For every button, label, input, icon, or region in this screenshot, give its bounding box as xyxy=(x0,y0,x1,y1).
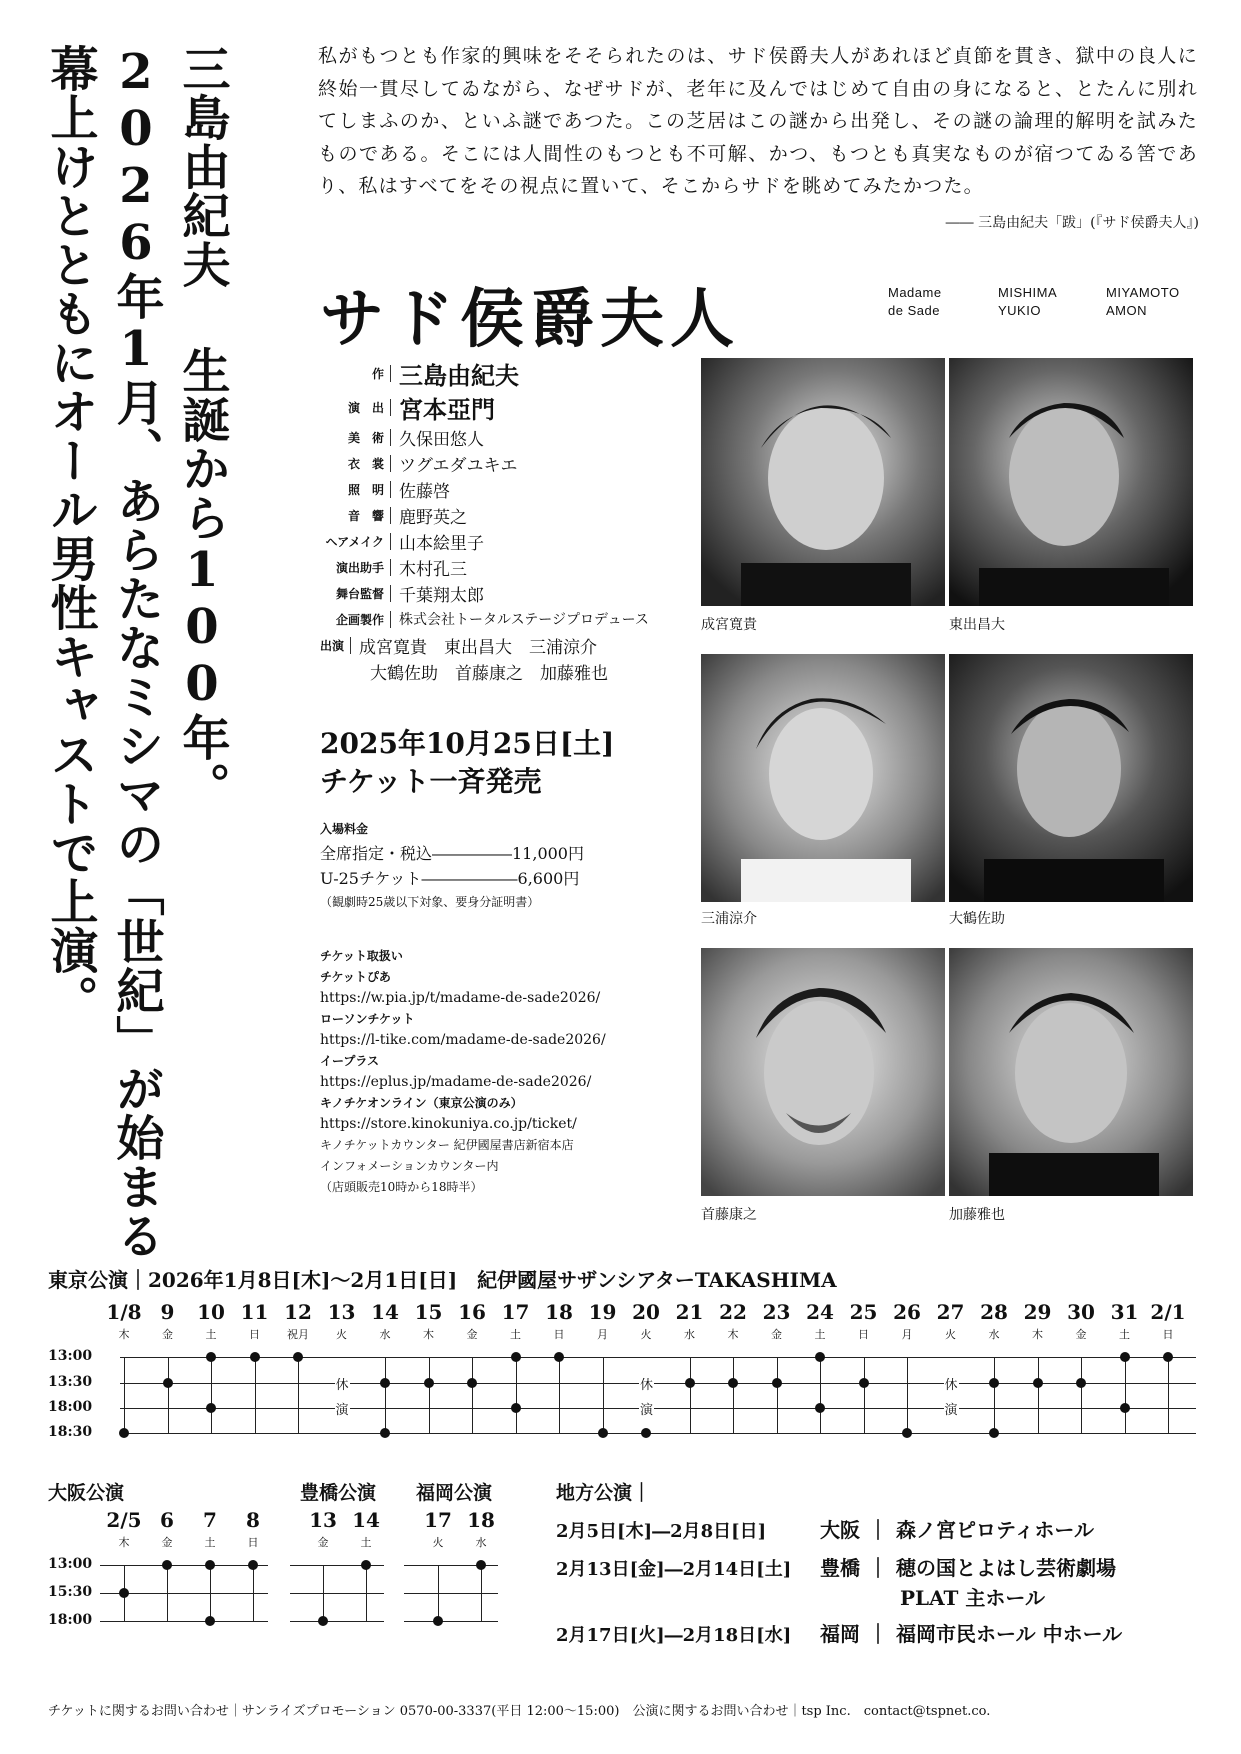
osaka-label: 大阪公演 xyxy=(48,1482,125,1504)
ticket-counter: インフォメーションカウンター内 xyxy=(320,1159,499,1173)
performance-dot xyxy=(205,1616,215,1626)
day-of-week: 木 xyxy=(423,1328,434,1341)
price-row-2: U-25チケット――――――6,600円 xyxy=(320,869,580,888)
day-column-line xyxy=(438,1565,439,1621)
day-number: 16 xyxy=(458,1300,486,1324)
day-number: 12 xyxy=(284,1300,312,1324)
regional-venue: 穂の国とよはし芸術劇場 xyxy=(896,1556,1116,1580)
ticket-label: チケット取扱い xyxy=(320,949,403,963)
day-column-line xyxy=(559,1357,560,1433)
photo-caption: 東出昌大 xyxy=(949,617,1005,633)
performance-dot xyxy=(248,1560,258,1570)
headline-col-3: 幕上けとともにオール男性キャストで上演。 xyxy=(42,44,98,1024)
day-column-line xyxy=(429,1357,430,1433)
quote-source: ―― 三島由紀夫「跋」(『サド侯爵夫人』) xyxy=(945,215,1199,231)
performance-dot xyxy=(815,1352,825,1362)
day-number: 6 xyxy=(160,1508,174,1532)
regional-row: 2月17日[火]―2月18日[水] 福岡 ｜ 福岡市民ホール 中ホール xyxy=(556,1622,1123,1646)
time-row-line xyxy=(120,1357,1196,1358)
day-column-line xyxy=(603,1357,604,1433)
credits xyxy=(320,356,649,684)
title-en-miyamoto xyxy=(1106,284,1180,320)
en-yukio: YUKIO xyxy=(998,303,1041,318)
sale-label: チケット一斉発売 xyxy=(320,765,542,798)
day-column-line xyxy=(211,1357,212,1433)
day-of-week: 土 xyxy=(204,1536,216,1549)
time-label: 18:00 xyxy=(48,1612,93,1628)
regional-row: 2月5日[木]―2月8日[日] 大阪 ｜ 森ノ宮ピロティホール xyxy=(556,1518,1094,1542)
credit-role: 照 明 xyxy=(320,481,391,498)
play-title: サド侯爵夫人 xyxy=(320,282,740,357)
day-of-week: 金 xyxy=(466,1328,478,1341)
off-day-mark: 休 xyxy=(335,1374,350,1393)
time-row-line xyxy=(290,1593,384,1594)
day-number: 30 xyxy=(1067,1300,1095,1324)
ticket-block xyxy=(320,946,606,1198)
credit-role: 美 術 xyxy=(320,429,391,446)
performance-dot xyxy=(293,1352,303,1362)
day-of-week: 土 xyxy=(360,1536,372,1549)
day-number: 29 xyxy=(1023,1300,1052,1324)
day-of-week: 金 xyxy=(161,1536,173,1549)
credit-value: 山本絵里子 xyxy=(399,533,484,554)
day-number: 19 xyxy=(588,1300,617,1324)
photo-caption: 三浦涼介 xyxy=(701,911,757,927)
regional-date: 2月17日[火]―2月18日[水] xyxy=(556,1625,792,1646)
time-row-line xyxy=(120,1433,1196,1434)
day-number: 7 xyxy=(203,1508,217,1532)
day-column-line xyxy=(1081,1357,1082,1433)
regional-city: 福岡 xyxy=(820,1622,860,1646)
day-number: 13 xyxy=(327,1300,356,1324)
time-label: 18:30 xyxy=(48,1424,93,1440)
day-number: 2/5 xyxy=(106,1508,142,1532)
day-of-week: 土 xyxy=(205,1328,217,1341)
day-number: 17 xyxy=(424,1508,452,1532)
credit-row xyxy=(320,606,649,632)
regional-venue: 森ノ宮ピロティホール xyxy=(896,1518,1094,1542)
regional-venue: 福岡市民ホール 中ホール xyxy=(896,1622,1123,1646)
performance-dot xyxy=(318,1616,328,1626)
day-column-line xyxy=(472,1357,473,1433)
day-of-week: 水 xyxy=(988,1328,1000,1341)
ticket-vendor: キノチケオンライン（東京公演のみ） xyxy=(320,1096,523,1110)
day-number: 20 xyxy=(632,1300,660,1324)
day-number: 27 xyxy=(936,1300,965,1324)
day-number: 9 xyxy=(160,1300,175,1324)
regional-venue-line-2: PLAT 主ホール xyxy=(900,1586,1045,1610)
day-of-week: 月 xyxy=(901,1328,913,1341)
footer-contact: チケットに関するお問い合わせ｜サンライズプロモーション 0570-00-3337(平日 12:00～15:00) 公演に関するお問い合わせ｜tsp Inc. contact@tspnet.co. xyxy=(48,1704,991,1719)
credit-row xyxy=(320,390,649,424)
performance-dot xyxy=(119,1428,129,1438)
regional-row: 2月13日[金]―2月14日[土] 豊橋 ｜ 穂の国とよはし芸術劇場 xyxy=(556,1556,1116,1580)
photo-caption: 大鶴佐助 xyxy=(949,911,1005,927)
credit-row xyxy=(320,528,649,554)
performance-dot xyxy=(163,1378,173,1388)
day-column-line xyxy=(481,1565,482,1621)
performance-dot xyxy=(1163,1352,1173,1362)
title-en-mishima xyxy=(998,284,1057,320)
photo-caption: 首藤康之 xyxy=(701,1207,757,1223)
credit-role: ヘアメイク xyxy=(320,533,391,550)
performance-dot xyxy=(859,1378,869,1388)
day-of-week: 木 xyxy=(118,1328,130,1341)
day-number: 10 xyxy=(197,1300,225,1324)
ticket-url[interactable]: https://eplus.jp/madame-de-sade2026/ xyxy=(320,1074,592,1090)
credit-value: 木村孔三 xyxy=(399,559,467,580)
off-day-mark: 演 xyxy=(944,1399,959,1418)
portrait-photo xyxy=(701,948,945,1196)
credit-role: 演 出 xyxy=(320,399,391,416)
performance-dot xyxy=(598,1428,608,1438)
performance-dot xyxy=(989,1378,999,1388)
credit-value: 久保田悠人 xyxy=(399,429,484,450)
day-column-line xyxy=(1125,1357,1126,1433)
day-of-week: 月 xyxy=(597,1328,608,1341)
regional-city: 大阪 xyxy=(820,1518,860,1542)
performance-dot xyxy=(772,1378,782,1388)
day-of-week: 金 xyxy=(1075,1328,1087,1341)
day-column-line xyxy=(820,1357,821,1433)
price-block xyxy=(320,820,584,910)
day-number: 14 xyxy=(371,1300,399,1324)
performance-dot xyxy=(206,1403,216,1413)
credit-role: 音 響 xyxy=(320,507,391,524)
day-number: 22 xyxy=(719,1300,747,1324)
performance-dot xyxy=(989,1428,999,1438)
day-column-line xyxy=(298,1357,299,1433)
ticket-counter: （店頭販売10時から18時半） xyxy=(320,1180,483,1194)
en-de-sade: de Sade xyxy=(888,303,940,318)
day-number: 31 xyxy=(1110,1300,1139,1324)
en-mishima: MISHIMA xyxy=(998,285,1058,300)
time-row-line xyxy=(100,1621,268,1622)
day-of-week: 水 xyxy=(379,1328,391,1341)
day-of-week: 土 xyxy=(814,1328,826,1341)
day-of-week: 祝月 xyxy=(287,1328,309,1341)
day-column-line xyxy=(907,1357,908,1433)
headline-col-2: 2026年1月、あらたなミシマの「世紀」が始まる xyxy=(108,44,164,1260)
credit-value: 千葉翔太郎 xyxy=(399,585,484,606)
credit-role: 舞台監督 xyxy=(320,585,391,602)
credit-value: 三島由紀夫 xyxy=(399,360,519,390)
cast-line-1: 成宮寛貴 東出昌大 三浦涼介 xyxy=(359,637,598,658)
performance-dot xyxy=(467,1378,477,1388)
sale-date: 2025年10月25日[土] xyxy=(320,727,615,760)
day-of-week: 土 xyxy=(510,1328,521,1341)
day-number: 15 xyxy=(414,1300,443,1324)
credit-row xyxy=(320,580,649,606)
day-number: 23 xyxy=(762,1300,791,1324)
en-miyamoto: MIYAMOTO xyxy=(1106,285,1180,300)
day-of-week: 水 xyxy=(475,1536,487,1549)
performance-dot xyxy=(380,1428,390,1438)
credit-row xyxy=(320,356,649,390)
en-amon: AMON xyxy=(1106,303,1147,318)
credit-value: ツグエダユキエ xyxy=(399,455,518,476)
day-of-week: 火 xyxy=(640,1328,652,1341)
ticket-url[interactable]: https://l-tike.com/madame-de-sade2026/ xyxy=(320,1032,606,1048)
day-number: 18 xyxy=(545,1300,573,1324)
ticket-vendor: チケットぴあ xyxy=(320,970,391,984)
performance-dot xyxy=(641,1428,651,1438)
off-day-mark: 休 xyxy=(639,1374,654,1393)
price-row-1: 全席指定・税込―――――11,000円 xyxy=(320,844,584,863)
en-madame: Madame xyxy=(888,285,942,300)
headline-col-1: 三島由紀夫 生誕から100年。 xyxy=(174,44,230,811)
fukuoka-label: 福岡公演 xyxy=(416,1482,493,1504)
day-column-line xyxy=(864,1357,865,1433)
day-number: 17 xyxy=(501,1300,530,1324)
performance-dot xyxy=(361,1560,371,1570)
performance-dot xyxy=(433,1616,443,1626)
time-row-line xyxy=(290,1621,384,1622)
day-of-week: 水 xyxy=(684,1328,695,1341)
performance-dot xyxy=(1120,1403,1130,1413)
day-column-line xyxy=(366,1565,367,1621)
day-column-line xyxy=(253,1565,254,1621)
day-column-line xyxy=(1038,1357,1039,1433)
day-column-line xyxy=(385,1357,386,1433)
performance-dot xyxy=(162,1560,172,1570)
day-column-line xyxy=(210,1565,211,1621)
day-of-week: 木 xyxy=(1032,1328,1043,1341)
price-label: 入場料金 xyxy=(320,822,369,836)
day-of-week: 土 xyxy=(1119,1328,1130,1341)
day-column-line xyxy=(323,1565,324,1621)
toyohashi-label: 豊橋公演 xyxy=(300,1482,377,1504)
portrait-photo xyxy=(701,358,945,606)
credit-role: 衣 裳 xyxy=(320,455,391,472)
day-of-week: 金 xyxy=(771,1328,782,1341)
credit-role: 作 xyxy=(320,365,391,382)
off-day-mark: 演 xyxy=(639,1399,654,1418)
off-day-mark: 演 xyxy=(335,1399,350,1418)
performance-dot xyxy=(476,1560,486,1570)
performance-dot xyxy=(511,1403,521,1413)
ticket-url[interactable]: https://store.kinokuniya.co.jp/ticket/ xyxy=(320,1116,577,1132)
credit-row xyxy=(320,424,649,450)
performance-dot xyxy=(206,1352,216,1362)
day-column-line xyxy=(255,1357,256,1433)
day-of-week: 木 xyxy=(118,1536,130,1549)
day-number: 25 xyxy=(849,1300,878,1324)
time-label: 13:00 xyxy=(48,1348,93,1364)
day-of-week: 火 xyxy=(945,1328,956,1341)
performance-dot xyxy=(815,1403,825,1413)
performance-dot xyxy=(511,1352,521,1362)
day-of-week: 日 xyxy=(247,1536,259,1549)
day-column-line xyxy=(516,1357,517,1433)
day-number: 11 xyxy=(240,1300,269,1324)
performance-dot xyxy=(119,1588,129,1598)
ticket-counter: キノチケットカウンター 紀伊國屋書店新宿本店 xyxy=(320,1138,574,1152)
time-row-line xyxy=(404,1621,498,1622)
ticket-vendor: ローソンチケット xyxy=(320,1012,415,1026)
tokyo-header: 東京公演｜2026年1月8日[木]～2月1日[日] 紀伊國屋サザンシアターTAKASHIMA xyxy=(48,1268,837,1292)
author-quote: 私がもつとも作家的興味をそそられたのは、サド侯爵夫人があれほど貞節を貫き、獄中の良人に終始一貫尽してゐながら、なぜサドが、老年に及んではじめて自由の身になると、とたんに別れてしまふのか、といふ謎であつた。この芝居はこの謎から出発し、その謎の論理的解明を試みたものである。そこには人間性のもつとも不可解、かつ、もつとも真実なものが宿つてゐる筈であり、私はすべてをその視点に置いて、そこからサドを眺めてみたかつた。 xyxy=(318,45,1198,197)
performance-dot xyxy=(685,1378,695,1388)
credit-row xyxy=(320,502,649,528)
credit-row xyxy=(320,554,649,580)
performance-dot xyxy=(902,1428,912,1438)
day-number: 1/8 xyxy=(106,1300,142,1324)
day-number: 24 xyxy=(806,1300,834,1324)
price-note: （観劇時25歳以下対象、要身分証明書） xyxy=(320,895,540,909)
off-day-mark: 休 xyxy=(944,1374,959,1393)
performance-dot xyxy=(250,1352,260,1362)
performance-dot xyxy=(728,1378,738,1388)
day-column-line xyxy=(124,1357,125,1433)
performance-dot xyxy=(424,1378,434,1388)
ticket-url[interactable]: https://w.pia.jp/t/madame-de-sade2026/ xyxy=(320,990,601,1006)
time-row-line xyxy=(120,1408,1196,1409)
credit-value: 佐藤啓 xyxy=(399,481,450,502)
day-number: 26 xyxy=(893,1300,921,1324)
cast-label: 出演 xyxy=(320,637,351,654)
day-number: 21 xyxy=(675,1300,704,1324)
portrait-photo xyxy=(949,654,1193,902)
portrait-photo xyxy=(949,948,1193,1196)
time-row-line xyxy=(100,1565,268,1566)
photo-caption: 加藤雅也 xyxy=(949,1207,1005,1223)
time-label: 18:00 xyxy=(48,1399,93,1415)
day-of-week: 火 xyxy=(432,1536,444,1549)
performance-dot xyxy=(1076,1378,1086,1388)
day-of-week: 火 xyxy=(336,1328,347,1341)
credit-value: 鹿野英之 xyxy=(399,507,467,528)
regional-date: 2月13日[金]―2月14日[土] xyxy=(556,1559,792,1580)
day-of-week: 木 xyxy=(727,1328,739,1341)
day-of-week: 日 xyxy=(553,1328,565,1341)
regional-date: 2月5日[木]―2月8日[日] xyxy=(556,1521,767,1542)
day-of-week: 金 xyxy=(162,1328,173,1341)
credit-row xyxy=(320,450,649,476)
photo-caption: 成宮寛貴 xyxy=(701,617,757,633)
cast-row-2 xyxy=(320,658,649,684)
day-column-line xyxy=(733,1357,734,1433)
day-number: 28 xyxy=(980,1300,1008,1324)
day-column-line xyxy=(168,1357,169,1433)
day-of-week: 日 xyxy=(858,1328,869,1341)
day-number: 13 xyxy=(309,1508,337,1532)
credit-role: 演出助手 xyxy=(320,559,391,576)
day-of-week: 日 xyxy=(1162,1328,1174,1341)
time-label: 13:00 xyxy=(48,1556,93,1572)
day-column-line xyxy=(994,1357,995,1433)
day-column-line xyxy=(777,1357,778,1433)
day-number: 2/1 xyxy=(1150,1300,1186,1324)
day-number: 14 xyxy=(352,1508,380,1532)
title-en-madame xyxy=(888,284,942,320)
time-label: 15:30 xyxy=(48,1584,93,1600)
day-number: 18 xyxy=(467,1508,495,1532)
cast-line-2: 大鶴佐助 首藤康之 加藤雅也 xyxy=(370,663,608,684)
performance-dot xyxy=(205,1560,215,1570)
time-label: 13:30 xyxy=(48,1374,93,1390)
regional-header: 地方公演｜ xyxy=(556,1482,652,1504)
performance-dot xyxy=(554,1352,564,1362)
credit-value: 株式会社トータルステージプロデュース xyxy=(399,612,649,628)
cast-row xyxy=(320,632,649,658)
credit-role: 企画製作 xyxy=(320,611,391,628)
performance-dot xyxy=(380,1378,390,1388)
portrait-photo xyxy=(949,358,1193,606)
day-number: 8 xyxy=(246,1508,260,1532)
regional-city: 豊橋 xyxy=(820,1556,860,1580)
ticket-vendor: イープラス xyxy=(320,1054,380,1068)
day-column-line xyxy=(690,1357,691,1433)
day-column-line xyxy=(1168,1357,1169,1433)
day-column-line xyxy=(167,1565,168,1621)
day-of-week: 日 xyxy=(249,1328,260,1341)
credit-row xyxy=(320,476,649,502)
day-of-week: 金 xyxy=(317,1536,329,1549)
time-row-line xyxy=(404,1593,498,1594)
performance-dot xyxy=(1033,1378,1043,1388)
performance-dot xyxy=(1120,1352,1130,1362)
portrait-photo xyxy=(701,654,945,902)
credit-value: 宮本亞門 xyxy=(399,394,495,424)
